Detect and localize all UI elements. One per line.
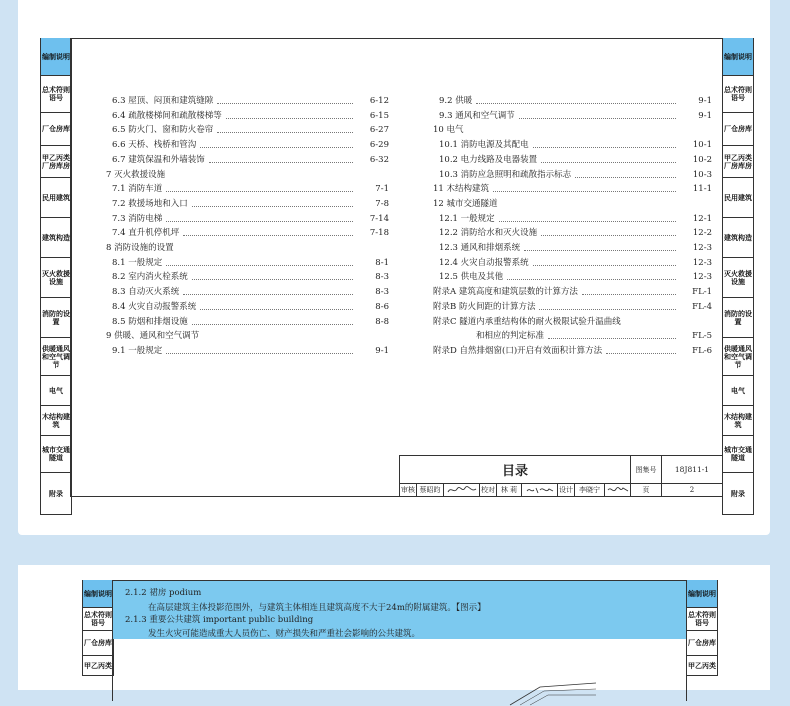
toc-entry[interactable] — [433, 110, 712, 122]
side-tab[interactable] — [723, 376, 753, 406]
toc-leader-dots — [541, 162, 676, 163]
side-tab-label: 灭火救援设施 — [42, 269, 70, 286]
side-tab-label: 电气 — [49, 386, 63, 395]
side-tab[interactable] — [723, 436, 753, 473]
toc-leader-dots — [217, 103, 353, 104]
toc-entry-title: 8.4 火灾自动报警系统 — [112, 301, 197, 312]
toc-entry-title: 附录B 防火间距的计算方法 — [433, 301, 536, 312]
toc-entry-title: 附录A 建筑高度和建筑层数的计算方法 — [433, 287, 578, 298]
toc-entry-title: 9.2 供暖 — [439, 96, 473, 106]
toc-entry[interactable] — [106, 95, 389, 107]
side-tab-label: 城市交通隧道 — [724, 446, 752, 462]
toc-leader-dots — [183, 294, 353, 295]
toc-entry[interactable] — [106, 227, 389, 239]
side-tab-label: 木结构建筑 — [42, 412, 70, 429]
toc-entry-title: 8.1 一般规定 — [112, 257, 163, 268]
catalog-page — [18, 0, 770, 535]
side-tab-label: 总术符则语号 — [724, 86, 752, 102]
designer-name: 李晓宁 — [575, 483, 605, 496]
atlas-label: 图集号 — [631, 456, 662, 483]
side-tab[interactable] — [41, 376, 71, 406]
side-tab[interactable] — [41, 338, 71, 376]
toc-leader-dots — [200, 147, 353, 148]
toc-entry-page: 6-27 — [369, 125, 389, 136]
term-important-public-building-definition: 发生火灾可能造成重大人员伤亡、财产损失和严重社会影响的公共建筑。 — [148, 629, 421, 639]
page-label: 页 — [631, 483, 662, 496]
drawing-frame-2 — [112, 580, 687, 701]
toc-leader-dots — [166, 353, 353, 354]
toc-entry-title: 6.7 建筑保温和外墙装饰 — [112, 154, 205, 165]
side-tab[interactable] — [723, 178, 753, 218]
side-tab-label: 厂仓房库 — [724, 125, 752, 133]
toc-leader-dots — [539, 309, 676, 310]
toc-entry[interactable] — [433, 286, 712, 298]
side-tab[interactable] — [723, 113, 753, 146]
toc-entry-title: 8.2 室内消火栓系统 — [112, 272, 188, 283]
toc-entry-page: 12-3 — [692, 243, 712, 253]
toc-entry-title: 和相应的判定标准 — [476, 331, 545, 342]
toc-entry[interactable] — [433, 227, 712, 239]
side-tab-label: 附录 — [731, 489, 745, 498]
toc-entry[interactable] — [433, 183, 712, 195]
side-tab[interactable] — [41, 298, 71, 338]
toc-leader-dots — [200, 309, 353, 310]
toc-entry-title: 7 灭火救援设施 — [106, 169, 166, 180]
toc-entry-title: 12.3 通风和排烟系统 — [439, 243, 521, 253]
toc-entry-page: 9-1 — [698, 110, 712, 121]
side-tab-label: 总术符则语号 — [688, 611, 716, 627]
definitions-page — [18, 565, 770, 690]
toc-entry[interactable] — [433, 124, 712, 136]
side-tab[interactable] — [41, 38, 71, 76]
toc-leader-dots — [192, 206, 353, 207]
side-tab-label: 木结构建筑 — [724, 412, 752, 429]
toc-entry-page: 8-3 — [375, 272, 389, 283]
side-tab-label: 厂仓房库 — [42, 125, 70, 133]
toc-entry[interactable] — [433, 242, 712, 254]
right-tab-strip — [722, 38, 754, 515]
toc-leader-dots — [541, 235, 676, 236]
toc-entry-title: 9.1 一般规定 — [112, 345, 163, 356]
podium-diagram — [508, 681, 598, 706]
toc-entry[interactable] — [106, 345, 389, 357]
toc-leader-dots — [519, 118, 676, 119]
side-tab[interactable] — [41, 76, 71, 113]
side-tab[interactable] — [723, 473, 753, 515]
side-tab[interactable] — [687, 656, 717, 676]
toc-entry-title: 9 供暖、通风和空气调节 — [106, 331, 200, 342]
toc-entry[interactable] — [106, 316, 389, 328]
side-tab-label: 甲乙丙类 — [688, 661, 716, 670]
side-tab[interactable] — [687, 580, 717, 608]
toc-entry-page: 9-1 — [698, 96, 712, 106]
side-tab[interactable] — [41, 436, 71, 473]
toc-entry[interactable] — [106, 286, 389, 298]
toc-entry[interactable] — [106, 330, 389, 342]
page-number: 2 — [689, 485, 695, 494]
toc-entry-title: 10 电气 — [433, 125, 464, 136]
toc-entry-title: 6.4 疏散楼梯间和疏散楼梯等 — [112, 110, 222, 121]
side-tab[interactable] — [723, 146, 753, 178]
toc-entry[interactable] — [433, 198, 712, 210]
toc-entry[interactable] — [433, 316, 712, 328]
toc-entry[interactable] — [433, 169, 712, 181]
toc-entry-page: 6-29 — [369, 140, 389, 151]
toc-entry-title: 10.3 消防应急照明和疏散指示标志 — [439, 169, 572, 180]
check-label: 校对 — [480, 483, 497, 496]
side-tab[interactable] — [41, 473, 71, 515]
title-block-title: 目录 — [400, 456, 631, 483]
toc-leader-dots — [476, 103, 676, 104]
toc-leader-dots — [166, 191, 353, 192]
toc-right-column — [433, 95, 712, 355]
toc-entry[interactable] — [106, 198, 389, 210]
side-tab-label: 民用建筑 — [42, 193, 70, 202]
toc-entry-title: 7.3 消防电梯 — [112, 213, 163, 224]
toc-entry-page: 6-12 — [369, 96, 389, 106]
toc-leader-dots — [582, 294, 676, 295]
side-tab-label: 编制说明 — [724, 52, 752, 61]
toc-entry-page: 12-3 — [692, 257, 712, 268]
toc-leader-dots — [217, 132, 353, 133]
toc-leader-dots — [499, 221, 676, 222]
side-tab-label: 编制说明 — [688, 589, 716, 598]
toc-entry-page: 12-3 — [692, 272, 712, 283]
toc-leader-dots — [533, 147, 676, 148]
side-tab-label: 供暖通风和空气调节 — [724, 344, 752, 369]
term-important-public-building: 2.1.3 重要公共建筑 important public building — [125, 615, 314, 625]
toc-entry[interactable] — [106, 257, 389, 269]
toc-entry[interactable] — [433, 95, 712, 107]
toc-leader-dots — [166, 265, 353, 266]
toc-leader-dots — [166, 221, 353, 222]
toc-leader-dots — [209, 162, 353, 163]
toc-entry-title: 7.2 救援场地和入口 — [112, 198, 188, 209]
toc-entry-title: 11 木结构建筑 — [433, 184, 490, 195]
toc-entry-page: 6-32 — [369, 154, 389, 165]
toc-entry-page: FL-4 — [692, 301, 712, 312]
toc-leader-dots — [192, 324, 353, 325]
toc-entry-page: FL-5 — [692, 331, 712, 342]
side-tab[interactable] — [41, 258, 71, 298]
side-tab-label: 灭火救援设施 — [724, 269, 752, 286]
toc-entry-page: 9-1 — [375, 345, 389, 356]
toc-entry[interactable] — [106, 183, 389, 195]
side-tab[interactable] — [83, 631, 113, 656]
side-tab[interactable] — [83, 580, 113, 608]
left-tab-strip-2 — [82, 580, 114, 676]
review-label: 审核 — [400, 483, 417, 496]
toc-entry-page: 12-2 — [692, 228, 712, 239]
side-tab-label: 总术符则语号 — [42, 86, 70, 102]
side-tab-label: 建筑构造 — [724, 233, 752, 242]
side-tab[interactable] — [723, 406, 753, 436]
designer-signature — [605, 483, 631, 496]
side-tab-label: 厂仓房库 — [84, 639, 112, 647]
reviewer-signature — [444, 483, 480, 496]
reviewer-name: 蔡昭昀 — [417, 483, 444, 496]
toc-entry[interactable] — [433, 330, 712, 342]
side-tab-label: 编制说明 — [42, 52, 70, 61]
side-tab[interactable] — [83, 656, 113, 676]
toc-leader-dots — [548, 338, 676, 339]
toc-entry[interactable] — [106, 139, 389, 151]
side-tab-label: 电气 — [731, 386, 745, 395]
toc-entry-title: 10.2 电力线路及电器装置 — [439, 154, 538, 165]
term-podium-definition: 在高层建筑主体投影范围外，与建筑主体相连且建筑高度不大于24m的附属建筑。【图示】 — [148, 603, 486, 613]
side-tab-label: 甲乙丙类厂房库房 — [724, 153, 752, 170]
side-tab[interactable] — [41, 178, 71, 218]
toc-entry-page: 7-8 — [375, 198, 389, 209]
left-tab-strip — [40, 38, 72, 515]
side-tab[interactable] — [41, 406, 71, 436]
toc-entry-title: 6.6 天桥、栈桥和管沟 — [112, 140, 197, 151]
toc-leader-dots — [507, 279, 676, 280]
toc-left-column — [106, 95, 389, 355]
toc-entry-title: 7.4 直升机停机坪 — [112, 228, 180, 239]
toc-entry-page: 8-6 — [375, 301, 389, 312]
toc-entry[interactable] — [433, 139, 712, 151]
toc-entry[interactable] — [106, 301, 389, 313]
toc-entry-page: 10-2 — [692, 154, 712, 165]
side-tab-label: 城市交通隧道 — [42, 446, 70, 462]
toc-leader-dots — [524, 250, 676, 251]
toc-entry[interactable] — [106, 169, 389, 181]
side-tab[interactable] — [41, 218, 71, 258]
side-tab[interactable] — [83, 608, 113, 631]
toc-leader-dots — [226, 118, 353, 119]
side-tab-label: 消防的设置 — [724, 309, 752, 326]
toc-entry-page: 8-3 — [375, 287, 389, 298]
toc-entry-page: 10-3 — [692, 169, 712, 180]
toc-entry-title: 12.4 火灾自动报警系统 — [439, 257, 529, 268]
toc-entry-title: 12.2 消防给水和灭火设施 — [439, 228, 538, 239]
side-tab[interactable] — [723, 298, 753, 338]
side-tab-label: 编制说明 — [84, 589, 112, 598]
side-tab-label: 消防的设置 — [42, 309, 70, 326]
toc-entry[interactable] — [433, 154, 712, 166]
toc-entry-title: 8.5 防烟和排烟设施 — [112, 316, 188, 327]
side-tab[interactable] — [723, 258, 753, 298]
toc-entry-page: 6-15 — [369, 110, 389, 121]
checker-name: 林 莉 — [497, 483, 522, 496]
toc-entry[interactable] — [106, 154, 389, 166]
toc-entry-title: 7.1 消防车道 — [112, 184, 163, 195]
toc-entry-page: 7-1 — [375, 184, 389, 195]
right-tab-strip-2 — [686, 580, 718, 676]
toc-entry-title: 12.1 一般规定 — [439, 213, 495, 224]
design-label: 设计 — [558, 483, 575, 496]
side-tab-label: 总术符则语号 — [84, 611, 112, 627]
side-tab[interactable] — [687, 631, 717, 656]
toc-entry[interactable] — [106, 124, 389, 136]
toc-entry[interactable] — [106, 213, 389, 225]
toc-entry-page: 12-1 — [692, 213, 712, 224]
side-tab-label: 附录 — [49, 489, 63, 498]
toc-entry-title: 12 城市交通隧道 — [433, 198, 498, 209]
toc-entry[interactable] — [433, 345, 712, 357]
side-tab-label: 供暖通风和空气调节 — [42, 344, 70, 369]
toc-leader-dots — [606, 353, 676, 354]
side-tab[interactable] — [723, 338, 753, 376]
toc-entry[interactable] — [433, 271, 712, 283]
toc-entry-title: 6.5 防火门、窗和防火卷帘 — [112, 125, 214, 136]
side-tab[interactable] — [41, 113, 71, 146]
toc-entry-page: 10-1 — [692, 140, 712, 151]
toc-entry-title: 10.1 消防电源及其配电 — [439, 140, 529, 151]
toc-entry[interactable] — [433, 213, 712, 225]
toc-entry-page: 11-1 — [692, 184, 712, 195]
toc-entry-title: 8 消防设施的设置 — [106, 243, 174, 253]
side-tab-label: 甲乙丙类厂房库房 — [42, 153, 70, 170]
toc-leader-dots — [533, 265, 676, 266]
toc-entry[interactable] — [433, 301, 712, 313]
toc-leader-dots — [192, 279, 353, 280]
toc-leader-dots — [183, 235, 353, 236]
toc-entry-page: 8-8 — [375, 316, 389, 327]
toc-entry-title: 8.3 自动灭火系统 — [112, 287, 180, 298]
title-block — [399, 455, 723, 497]
toc-entry-page: FL-1 — [692, 287, 712, 298]
atlas-number: 18J811-1 — [674, 465, 710, 474]
side-tab-label: 厂仓房库 — [688, 639, 716, 647]
toc-entry-title: 12.5 供电及其他 — [439, 272, 504, 283]
toc-entry-title: 附录C 隧道内承重结构体的耐火极限试验升温曲线 — [433, 316, 621, 327]
side-tab[interactable] — [723, 76, 753, 113]
side-tab[interactable] — [41, 146, 71, 178]
side-tab-label: 建筑构造 — [42, 233, 70, 242]
side-tab-label: 甲乙丙类 — [84, 661, 112, 670]
toc-entry-title: 6.3 屋顶、闷顶和建筑缝隙 — [112, 96, 214, 106]
side-tab[interactable] — [723, 218, 753, 258]
toc-leader-dots — [575, 177, 676, 178]
toc-entry-page: 7-18 — [369, 228, 389, 239]
toc-entry-page: 7-14 — [369, 213, 389, 224]
toc-entry-page: 8-1 — [375, 257, 389, 268]
side-tab[interactable] — [723, 38, 753, 76]
term-podium: 2.1.2 裙房 podium — [125, 588, 202, 598]
checker-signature — [522, 483, 558, 496]
toc-entry-title: 9.3 通风和空气调节 — [439, 110, 515, 121]
toc-entry-title: 附录D 自然排烟窗(口)开启有效面积计算方法 — [433, 345, 603, 356]
toc-entry-page: FL-6 — [692, 345, 712, 356]
side-tab[interactable] — [687, 608, 717, 631]
toc-entry[interactable] — [106, 242, 389, 254]
toc-entry[interactable] — [433, 257, 712, 269]
toc-entry[interactable] — [106, 271, 389, 283]
toc-entry[interactable] — [106, 110, 389, 122]
drawing-frame — [70, 38, 723, 497]
side-tab-label: 民用建筑 — [724, 193, 752, 202]
toc-leader-dots — [493, 191, 676, 192]
